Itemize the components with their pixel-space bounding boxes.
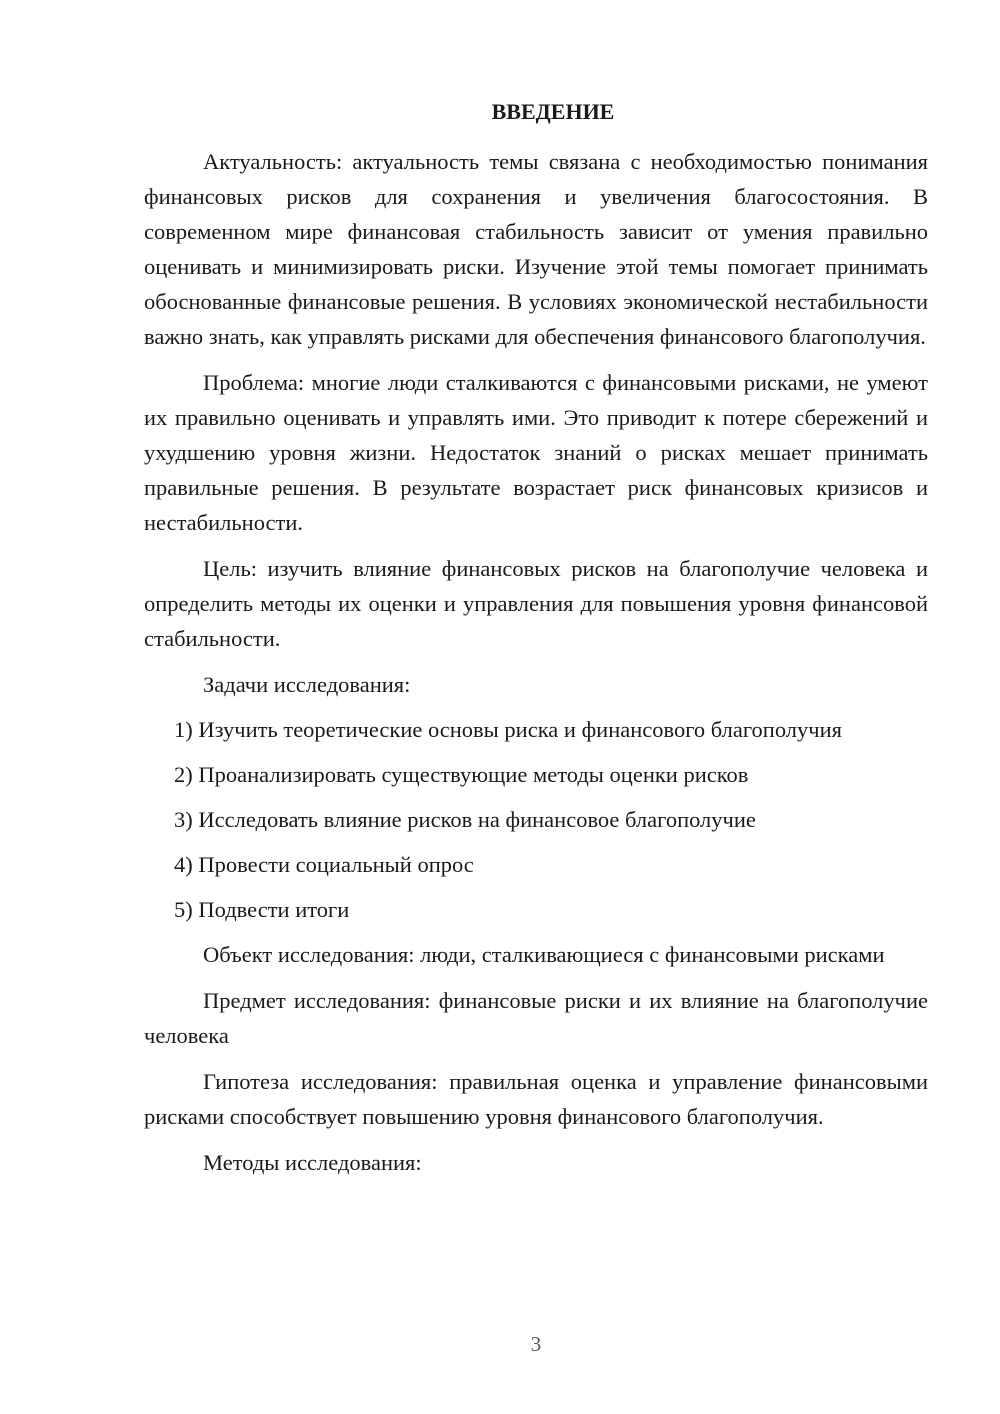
object-paragraph: Объект исследования: люди, сталкивающиеся с финансовыми рисками <box>203 942 885 967</box>
tasks-heading: Задачи исследования: <box>203 672 411 697</box>
relevance-paragraph: Актуальность: актуальность темы связана с необходимостью понимания финансовых рисков для сохранения и увеличения благосостояния. В современном мире финансовая стабильность зависит от умения правильно оценивать и минимизировать риски. Изучение этой темы помогает принимать обоснованные финансовые решения. В условиях экономической нестабильности важно знать, как управлять рисками для обеспечения финансового благополучия. <box>144 149 928 349</box>
page-title: ВВЕДЕНИЕ <box>491 99 615 124</box>
task-item: 2) Проанализировать существующие методы оценки рисков <box>174 762 749 787</box>
task-item: 1) Изучить теоретические основы риска и финансового благополучия <box>174 717 842 742</box>
document-page <box>144 90 928 1191</box>
subject-paragraph: Предмет исследования: финансовые риски и их влияние на благополучие человека <box>144 988 928 1048</box>
hypothesis-paragraph: Гипотеза исследования: правильная оценка и управление финансовыми рисками способствует повышению уровня финансового благополучия. <box>144 1069 928 1129</box>
task-item: 4) Провести социальный опрос <box>174 852 474 877</box>
methods-heading: Методы исследования: <box>203 1150 422 1175</box>
goal-paragraph: Цель: изучить влияние финансовых рисков на благополучие человека и определить методы их оценки и управления для повышения уровня финансовой стабильности. <box>144 556 928 651</box>
task-item: 3) Исследовать влияние рисков на финансовое благополучие <box>174 807 756 832</box>
problem-paragraph: Проблема: многие люди сталкиваются с финансовыми рисками, не умеют их правильно оценивать и управлять ими. Это приводит к потере сбережений и ухудшению уровня жизни. Недостаток знаний о рисках мешает принимать правильные решения. В результате возрастает риск финансовых кризисов и нестабильности. <box>144 370 928 535</box>
task-item: 5) Подвести итоги <box>174 897 350 922</box>
page-number: 3 <box>530 1332 542 1356</box>
